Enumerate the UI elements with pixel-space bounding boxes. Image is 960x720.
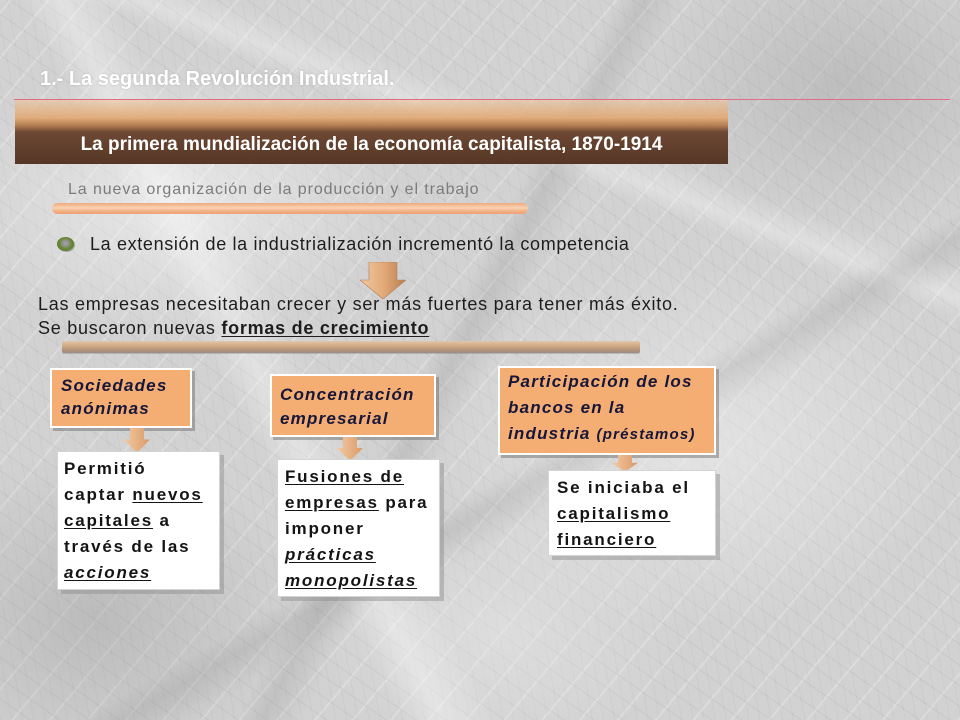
concept-header bbox=[270, 374, 436, 437]
result-text: través de las bbox=[64, 537, 191, 556]
result-text: para bbox=[378, 493, 429, 512]
result-text: captar bbox=[64, 485, 133, 504]
concept-result bbox=[57, 451, 220, 590]
result-keyword: empresas bbox=[285, 493, 379, 512]
concept-header-line: Concentración bbox=[280, 385, 415, 404]
paragraph-text: Se buscaron nuevas bbox=[38, 318, 222, 338]
concept-header-line: empresarial bbox=[280, 409, 389, 428]
result-keyword: monopolistas bbox=[285, 571, 418, 590]
banner bbox=[15, 100, 728, 164]
result-keyword: capitalismo bbox=[557, 504, 671, 523]
bullet-icon bbox=[57, 237, 74, 251]
concept-header bbox=[498, 366, 716, 455]
concept-result bbox=[548, 470, 716, 556]
result-text: a bbox=[152, 511, 171, 530]
concept-header-line: Sociedades bbox=[61, 376, 168, 395]
concept-header bbox=[50, 368, 192, 428]
concept-result bbox=[277, 459, 440, 597]
result-line bbox=[64, 534, 219, 560]
down-arrow-icon bbox=[124, 428, 150, 453]
result-line bbox=[557, 475, 715, 501]
result-line bbox=[285, 542, 439, 568]
paragraph-line: Las empresas necesitaban crecer y ser más fuertes para tener más éxito. bbox=[38, 294, 679, 314]
result-text: Permitió bbox=[64, 459, 147, 478]
paragraph-emphasis: formas de crecimiento bbox=[221, 318, 430, 338]
result-line bbox=[285, 490, 439, 516]
result-text: imponer bbox=[285, 519, 365, 538]
result-keyword: prácticas bbox=[285, 545, 376, 564]
paragraph bbox=[38, 292, 679, 340]
concept-header-line: bancos en la bbox=[508, 398, 626, 417]
result-line bbox=[285, 516, 439, 542]
result-line bbox=[64, 560, 219, 586]
bullet-text: La extensión de la industrialización incrementó la competencia bbox=[90, 234, 630, 254]
result-line bbox=[64, 482, 219, 508]
result-line bbox=[557, 501, 715, 527]
concept-header-line: anónimas bbox=[61, 399, 150, 418]
concept-header-line: Participación de los bbox=[508, 372, 693, 391]
result-line bbox=[64, 456, 219, 482]
result-keyword: nuevos bbox=[132, 485, 203, 504]
result-text: Se iniciaba el bbox=[557, 478, 690, 497]
paragraph-line bbox=[38, 316, 679, 340]
concept-header-line bbox=[508, 421, 714, 448]
result-line bbox=[285, 568, 439, 594]
concept-header-note: (préstamos) bbox=[596, 426, 696, 443]
divider-bar bbox=[62, 341, 640, 353]
subtitle: La nueva organización de la producción y el trabajo bbox=[68, 181, 480, 198]
down-arrow-icon bbox=[337, 437, 363, 461]
result-line bbox=[285, 464, 439, 490]
subtitle-underline-bar bbox=[52, 203, 528, 214]
result-keyword: capitales bbox=[64, 511, 153, 530]
result-line bbox=[64, 508, 219, 534]
section-title: 1.- La segunda Revolución Industrial. bbox=[40, 68, 395, 90]
result-keyword: financiero bbox=[557, 530, 657, 549]
result-keyword: Fusiones de bbox=[285, 467, 404, 486]
result-line bbox=[557, 527, 715, 553]
concept-header-text: industria bbox=[508, 424, 597, 443]
banner-title: La primera mundialización de la economía capitalista, 1870-1914 bbox=[80, 134, 663, 155]
result-keyword: acciones bbox=[64, 563, 152, 582]
